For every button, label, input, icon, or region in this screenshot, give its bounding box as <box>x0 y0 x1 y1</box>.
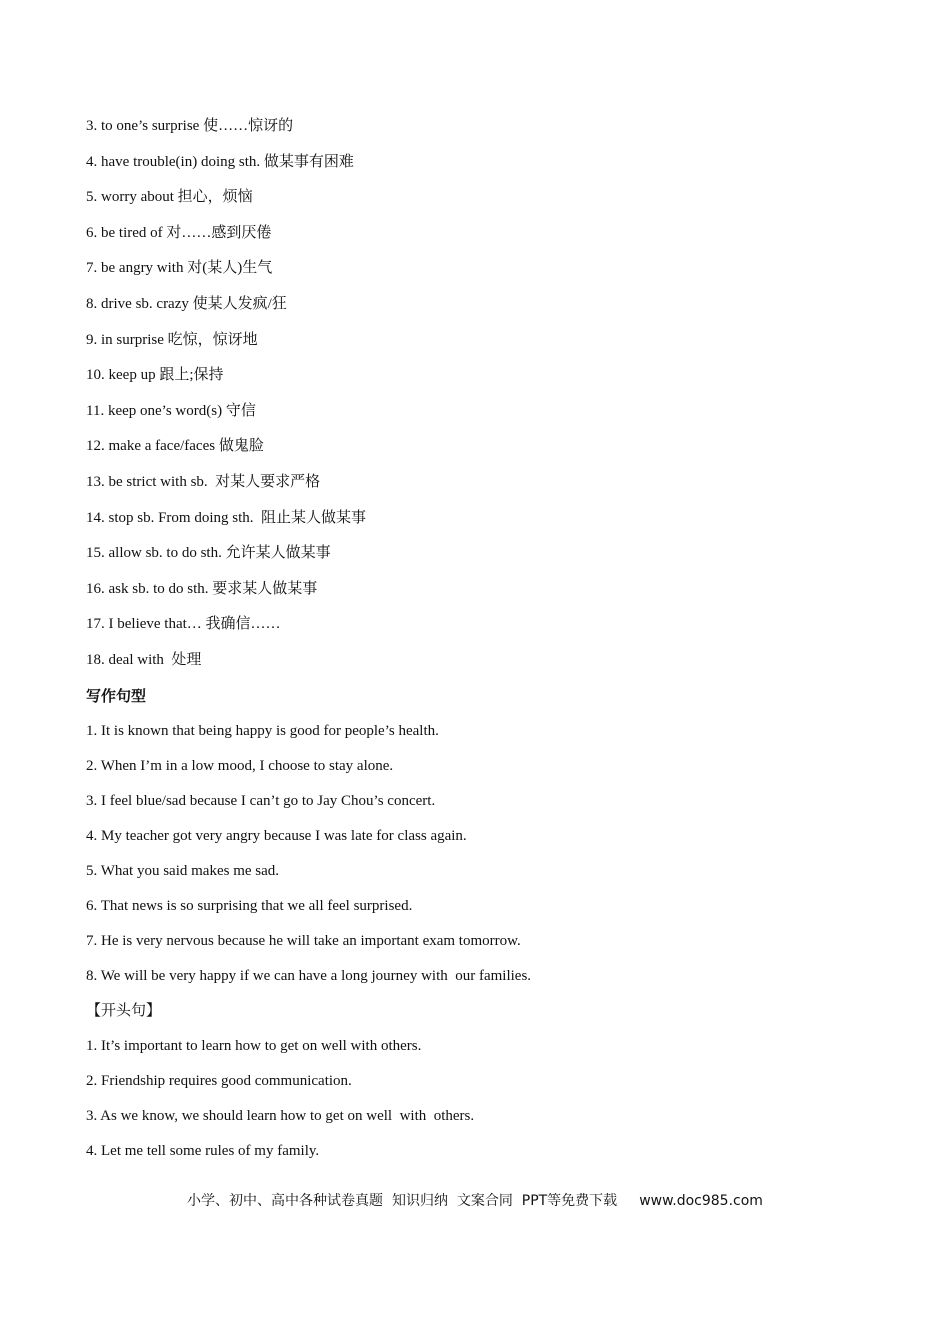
phrase-item: 4. have trouble(in) doing sth. 做某事有困难 <box>86 154 354 170</box>
section-heading-writing: 写作句型 <box>86 687 147 705</box>
writing-sentence: 1. It is known that being happy is good for people’s health. <box>86 723 439 739</box>
footer <box>0 1191 950 1211</box>
phrase-item: 11. keep one’s word(s) 守信 <box>86 403 256 419</box>
writing-sentence: 6. That news is so surprising that we all feel surprised. <box>86 898 413 914</box>
phrase-item: 13. be strict with sb. 对某人要求严格 <box>86 474 321 490</box>
footer-site: www.doc985.com <box>639 1193 763 1209</box>
writing-sentence: 3. I feel blue/sad because I can’t go to Jay Chou’s concert. <box>86 793 436 809</box>
writing-sentence: 7. He is very nervous because he will take an important exam tomorrow. <box>86 933 521 949</box>
phrase-item: 15. allow sb. to do sth. 允许某人做某事 <box>86 545 331 561</box>
phrase-item: 3. to one’s surprise 使……惊讶的 <box>86 118 294 134</box>
writing-sentence: 2. When I’m in a low mood, I choose to stay alone. <box>86 758 394 774</box>
phrase-item: 9. in surprise 吃惊，惊讶地 <box>86 332 258 348</box>
opening-sentence: 3. As we know, we should learn how to get on well with others. <box>86 1108 475 1124</box>
phrase-item: 18. deal with 处理 <box>86 652 202 668</box>
phrase-item: 6. be tired of 对……感到厌倦 <box>86 225 272 241</box>
phrase-item: 12. make a face/faces 做鬼脸 <box>86 438 264 454</box>
opening-sentence: 2. Friendship requires good communication. <box>86 1073 352 1089</box>
writing-sentence: 4. My teacher got very angry because I was late for class again. <box>86 828 467 844</box>
phrase-item: 17. I believe that… 我确信…… <box>86 616 281 632</box>
opening-sentence: 1. It’s important to learn how to get on well with others. <box>86 1038 422 1054</box>
phrase-item: 10. keep up 跟上;保持 <box>86 367 224 383</box>
phrase-item: 5. worry about 担心，烦恼 <box>86 189 253 205</box>
phrase-item: 16. ask sb. to do sth. 要求某人做某事 <box>86 581 318 597</box>
phrase-item: 7. be angry with 对(某人)生气 <box>86 260 273 276</box>
writing-sentence: 8. We will be very happy if we can have a long journey with our families. <box>86 968 532 984</box>
footer-text: 小学、初中、高中各种试卷真题 知识归纳 文案合同 PPT等免费下载 <box>187 1193 618 1209</box>
opening-sentence: 4. Let me tell some rules of my family. <box>86 1143 320 1159</box>
section-heading-opening: 【开头句】 <box>86 1003 162 1019</box>
phrase-item: 8. drive sb. crazy 使某人发疯/狂 <box>86 296 287 312</box>
phrase-item: 14. stop sb. From doing sth. 阻止某人做某事 <box>86 510 367 526</box>
writing-sentence: 5. What you said makes me sad. <box>86 863 280 879</box>
